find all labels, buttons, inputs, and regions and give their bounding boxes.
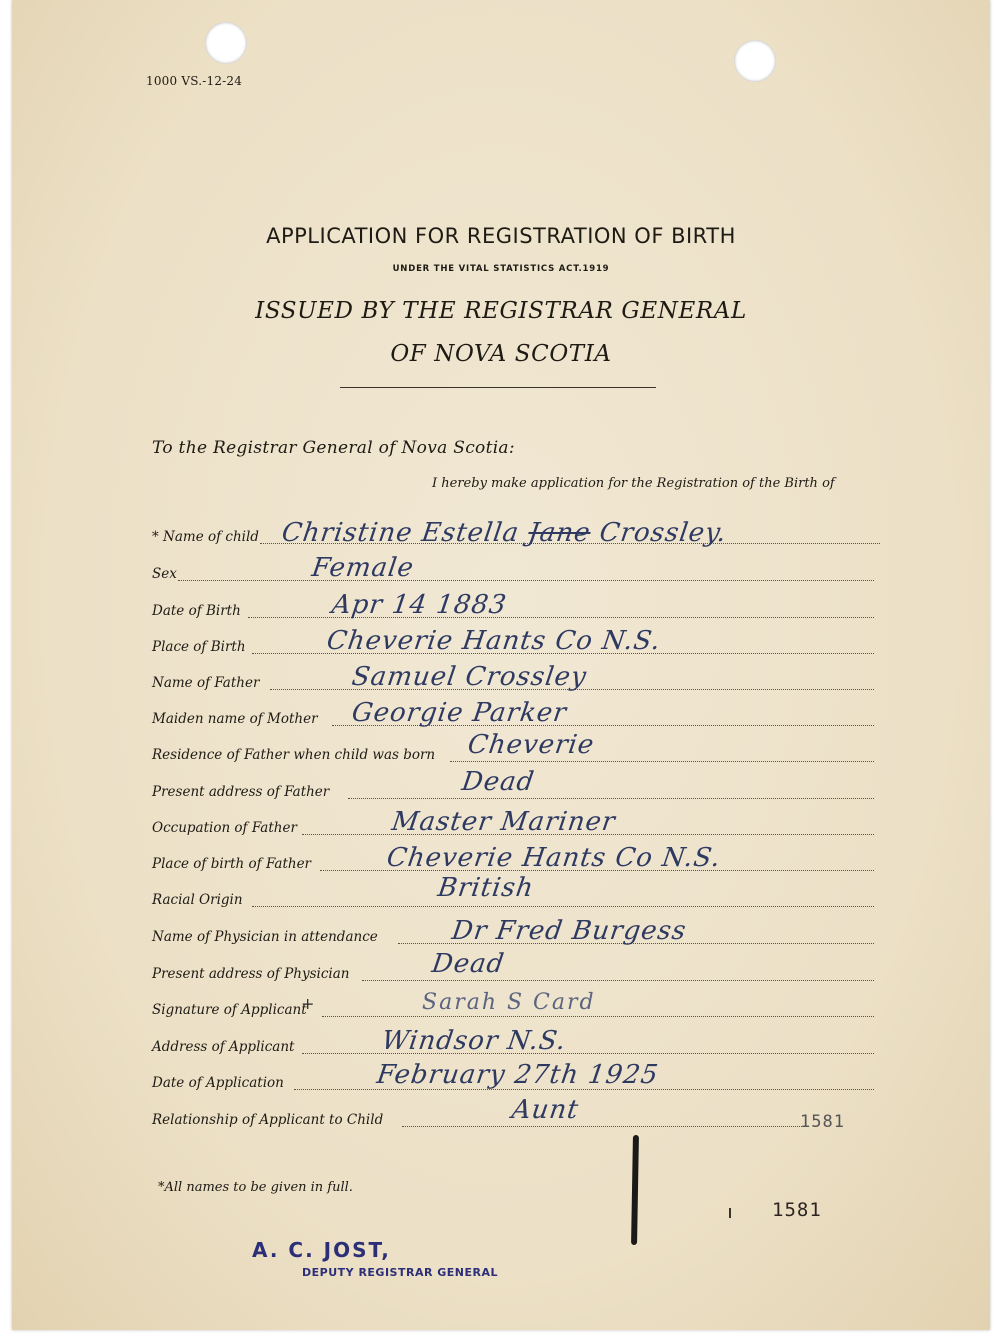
dotted-line (348, 798, 874, 799)
dotted-line (322, 1016, 874, 1017)
field-value: Aunt (509, 1095, 581, 1125)
punch-hole-right (734, 40, 776, 82)
field-value: Sarah S Card (422, 990, 596, 1015)
footnote: *All names to be given in full. (158, 1180, 353, 1195)
issuer-line-2: OF NOVA SCOTIA (390, 341, 612, 367)
field-label: Name of Physician in attendance (152, 929, 378, 945)
form-title: APPLICATION FOR REGISTRATION OF BIRTH (266, 224, 736, 248)
field-value: Dead (459, 767, 537, 797)
tick-mark (729, 1208, 731, 1218)
field-label: Date of Application (152, 1075, 284, 1091)
registration-number: 1581 (772, 1199, 822, 1221)
field-residence-of-father (152, 730, 872, 766)
field-value: Windsor N.S. (379, 1026, 569, 1056)
field-label: Address of Applicant (152, 1039, 295, 1055)
form-subtitle: UNDER THE VITAL STATISTICS ACT.1919 (392, 264, 610, 274)
salutation: To the Registrar General of Nova Scotia: (152, 438, 515, 458)
field-label: Relationship of Applicant to Child (152, 1112, 384, 1128)
dotted-line (178, 580, 874, 581)
field-relationship-to-child (152, 1095, 872, 1131)
field-place-of-birth (152, 626, 872, 658)
field-label: Signature of Applicant (152, 1002, 307, 1018)
field-value: Cheverie Hants Co N.S. (384, 843, 723, 873)
field-label: * Name of child (152, 529, 259, 545)
field-date-of-birth (152, 590, 872, 622)
field-maiden-name-of-mother (152, 698, 872, 730)
application-statement: I hereby make application for the Registration of the Birth of (432, 476, 835, 491)
field-physician-in-attendance (152, 916, 872, 948)
field-label: Present address of Father (152, 784, 330, 800)
title-divider (340, 387, 656, 388)
field-occupation-of-father (152, 807, 872, 839)
field-value: Dead (429, 949, 507, 979)
field-label: Name of Father (152, 675, 260, 691)
field-label: Occupation of Father (152, 820, 297, 836)
field-value: British (435, 873, 536, 903)
field-signature-of-applicant (152, 990, 872, 1021)
punch-hole-left (205, 22, 247, 64)
field-address-of-applicant (152, 1026, 872, 1058)
field-sex (152, 553, 872, 585)
field-value: Samuel Crossley (349, 662, 589, 692)
field-label: Racial Origin (152, 892, 243, 908)
dotted-line (252, 906, 874, 907)
field-name-of-child (152, 518, 892, 548)
field-name-of-father (152, 662, 872, 694)
field-present-address-of-father (152, 767, 872, 803)
field-label: Place of Birth (152, 639, 246, 655)
stamp-title: DEPUTY REGISTRAR GENERAL (302, 1266, 499, 1279)
field-label: Present address of Physician (152, 966, 350, 982)
form-code: 1000 VS.-12-24 (146, 74, 243, 88)
field-value: Cheverie (465, 730, 597, 760)
field-value: Georgie Parker (349, 698, 569, 728)
stamp-name: A. C. JOST, (252, 1238, 391, 1262)
pencil-mark (631, 1135, 639, 1245)
issuer-line-1: ISSUED BY THE REGISTRAR GENERAL (255, 298, 747, 324)
field-value: Christine Estella Jane Crossley. (279, 518, 729, 548)
field-label: Date of Birth (152, 603, 241, 619)
field-label: Residence of Father when child was born (152, 747, 436, 763)
field-value: Cheverie Hants Co N.S. (324, 626, 663, 656)
signature-cross-mark: + (301, 994, 315, 1013)
field-present-address-of-physician (152, 949, 872, 985)
field-value: Master Mariner (389, 807, 618, 837)
field-value: Apr 14 1883 (329, 590, 509, 620)
field-place-of-birth-of-father (152, 843, 872, 875)
field-value: February 27th 1925 (374, 1060, 661, 1090)
field-label: Maiden name of Mother (152, 711, 318, 727)
field-label: Sex (152, 566, 177, 582)
field-label: Place of birth of Father (152, 856, 312, 872)
field-racial-origin (152, 873, 872, 911)
field-value: Female (309, 553, 416, 583)
dotted-line (362, 980, 874, 981)
dotted-line (402, 1126, 802, 1127)
birth-registration-form (12, 0, 990, 1330)
field-date-of-application (152, 1060, 872, 1094)
dotted-line (450, 761, 874, 762)
registration-number-faint: 1581 (800, 1112, 845, 1132)
field-value: Dr Fred Burgess (449, 916, 689, 946)
